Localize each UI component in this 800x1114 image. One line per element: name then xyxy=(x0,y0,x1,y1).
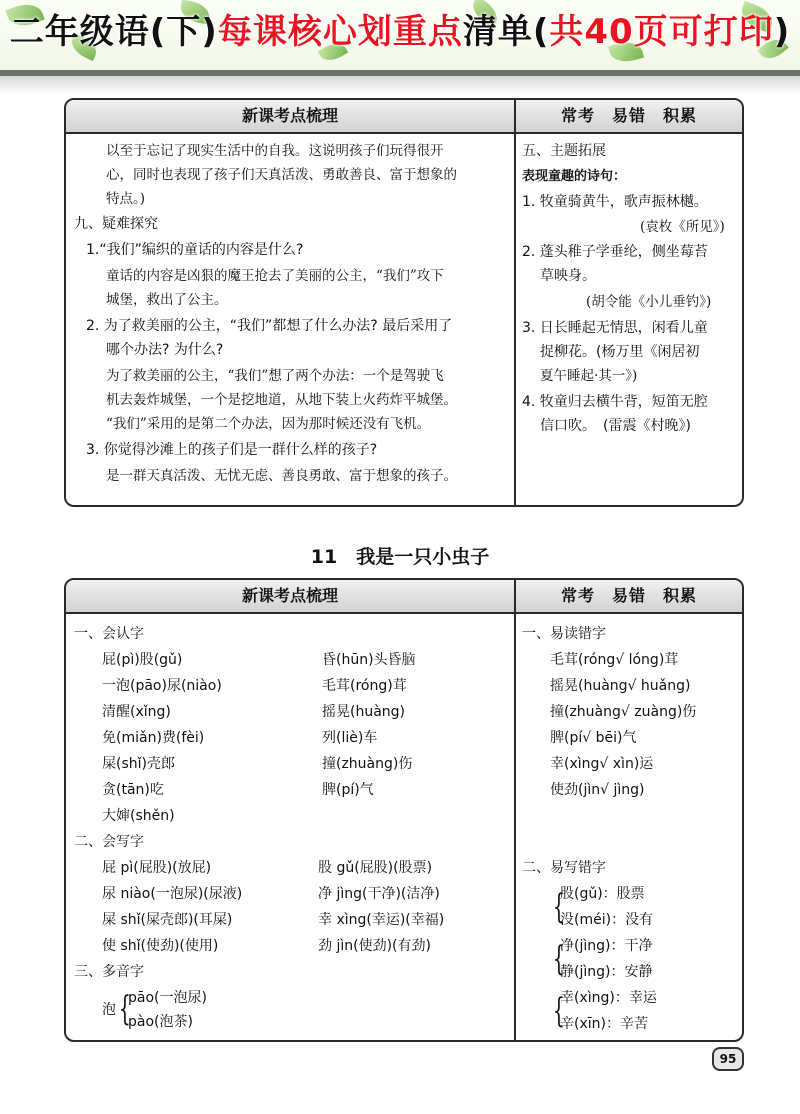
miswrite-item: 辛(xīn)：辛苦 xyxy=(560,1016,648,1032)
miswrite-item: 没(méi)：没有 xyxy=(560,912,654,928)
section-heading: 五、主题拓展 xyxy=(522,143,606,159)
polyphonic-char: 泡 xyxy=(102,1002,116,1018)
recognize-char: 撞(zhuàng)伤 xyxy=(322,756,413,772)
answer-text: 城堡，救出了公主。 xyxy=(106,292,228,308)
column-divider xyxy=(514,614,516,1040)
poem-source: (袁枚《所见》) xyxy=(640,219,725,235)
header-left: 新课考点梳理 xyxy=(66,100,516,132)
recognize-char: 免(miǎn)费(fèi) xyxy=(102,730,205,746)
polyphonic-reading: pāo(一泡尿) xyxy=(128,990,207,1006)
card-header xyxy=(66,100,742,134)
question-text: 1.“我们”编织的童话的内容是什么? xyxy=(86,242,304,258)
recognize-char: 毛茸(róng)茸 xyxy=(322,678,407,694)
recognize-char: 大婶(shěn) xyxy=(102,808,175,824)
column-divider xyxy=(514,134,516,505)
section-heading: 二、会写字 xyxy=(74,834,144,850)
write-char: 净 jìng(干净)(洁净) xyxy=(318,886,440,902)
polyphonic-reading: pào(泡茶) xyxy=(128,1014,193,1030)
misread-item: 幸(xìng√ xìn)运 xyxy=(550,756,654,772)
card-body xyxy=(66,614,742,1040)
banner-title: 二年级语(下)每课核心划重点清单(共40页可打印) xyxy=(9,12,791,52)
poem-source: 夏午睡起·其一》) xyxy=(540,368,638,384)
recognize-char: 屎(shǐ)壳郎 xyxy=(102,756,175,772)
misread-item: 撞(zhuàng√ zuàng)伤 xyxy=(550,704,697,720)
miswrite-item: 静(jìng)：安静 xyxy=(560,964,653,980)
write-char: 使 shǐ(使劲)(使用) xyxy=(102,938,219,954)
brace-symbol: { xyxy=(552,991,565,1031)
recognize-char: 贪(tān)吃 xyxy=(102,782,164,798)
header-left: 新课考点梳理 xyxy=(66,580,516,612)
text-line: 特点。) xyxy=(106,191,146,207)
recognize-char: 一泡(pāo)尿(niào) xyxy=(102,678,222,694)
top-banner xyxy=(0,0,800,70)
recognize-char: 昏(hūn)头昏脑 xyxy=(322,652,416,668)
misread-item: 使劲(jìn√ jìng) xyxy=(550,782,645,798)
write-char: 屎 shǐ(屎壳郎)(耳屎) xyxy=(102,912,233,928)
answer-text: 机去轰炸城堡，一个是挖地道，从地下装上火药炸平城堡。 xyxy=(106,392,457,408)
question-text: 2. 为了救美丽的公主，“我们”都想了什么办法? 最后采用了 xyxy=(86,318,453,334)
misread-item: 摇晃(huàng√ huǎng) xyxy=(550,678,691,694)
write-char: 股 gǔ(屁股)(股票) xyxy=(318,860,433,876)
section-heading: 一、易读错字 xyxy=(522,626,606,642)
recognize-char: 脾(pí)气 xyxy=(322,782,374,798)
write-char: 劲 jìn(使劲)(有劲) xyxy=(318,938,431,954)
section-heading: 三、多音字 xyxy=(74,964,144,980)
study-card-2 xyxy=(64,578,744,1042)
text-line: 以至于忘记了现实生活中的自我。这说明孩子们玩得很开 xyxy=(106,143,444,159)
recognize-char: 列(liè)车 xyxy=(322,730,378,746)
poem-line: 1. 牧童骑黄牛，歌声振林樾。 xyxy=(522,194,708,210)
section-heading: 九、疑难探究 xyxy=(74,216,158,232)
answer-text: 为了救美丽的公主，“我们”想了两个办法：一个是驾驶飞 xyxy=(106,368,444,384)
poem-line: 3. 日长睡起无情思，闲看儿童 xyxy=(522,320,708,336)
write-char: 屁 pì(屁股)(放屁) xyxy=(102,860,212,876)
banner-shadow xyxy=(0,76,800,94)
study-card-1 xyxy=(64,98,744,507)
header-right: 常考 易错 积累 xyxy=(560,106,697,125)
poem-line: 草映身。 xyxy=(540,268,596,284)
poem-line: 捉柳花。(杨万里《闲居初 xyxy=(540,344,700,360)
page-number: 95 xyxy=(712,1047,744,1071)
answer-text: 是一群天真活泼、无忧无虑、善良勇敢、富于想象的孩子。 xyxy=(106,468,457,484)
header-right: 常考 易错 积累 xyxy=(560,586,697,605)
miswrite-item: 幸(xìng)：幸运 xyxy=(560,990,657,1006)
card-header xyxy=(66,580,742,614)
misread-item: 毛茸(róng√ lóng)茸 xyxy=(550,652,679,668)
question-text: 哪个办法? 为什么? xyxy=(106,342,224,358)
recognize-char: 屁(pì)股(gǔ) xyxy=(102,652,183,668)
misread-item: 脾(pí√ bēi)气 xyxy=(550,730,637,746)
card-body xyxy=(66,134,742,505)
subheading: 表现童趣的诗句： xyxy=(522,169,627,184)
recognize-char: 清醒(xǐng) xyxy=(102,704,171,720)
poem-line: 信口吹。 (雷震《村晚》) xyxy=(540,418,691,434)
poem-source: (胡令能《小儿垂钓》) xyxy=(586,294,712,310)
answer-text: “我们”采用的是第二个办法，因为那时候还没有飞机。 xyxy=(106,416,431,432)
poem-line: 2. 蓬头稚子学垂纶，侧坐莓苔 xyxy=(522,244,708,260)
answer-text: 童话的内容是凶狠的魔王抢去了美丽的公主，“我们”攻下 xyxy=(106,268,444,284)
recognize-char: 摇晃(huàng) xyxy=(322,704,406,720)
text-line: 心，同时也表现了孩子们天真活泼、勇敢善良、富于想象的 xyxy=(106,167,457,183)
question-text: 3. 你觉得沙滩上的孩子们是一群什么样的孩子? xyxy=(86,442,378,458)
write-char: 尿 niào(一泡尿)(尿液) xyxy=(102,886,243,902)
miswrite-item: 净(jìng)：干净 xyxy=(560,938,653,954)
lesson-title: 11 我是一只小虫子 xyxy=(310,546,490,568)
brace-symbol: { xyxy=(118,989,131,1029)
brace-symbol: { xyxy=(552,939,565,979)
write-char: 幸 xìng(幸运)(幸福) xyxy=(318,912,445,928)
miswrite-item: 股(gǔ)：股票 xyxy=(560,886,645,902)
section-heading: 二、易写错字 xyxy=(522,860,606,876)
section-heading: 一、会认字 xyxy=(74,626,144,642)
poem-line: 4. 牧童归去横牛背，短笛无腔 xyxy=(522,394,708,410)
brace-symbol: { xyxy=(552,887,565,927)
